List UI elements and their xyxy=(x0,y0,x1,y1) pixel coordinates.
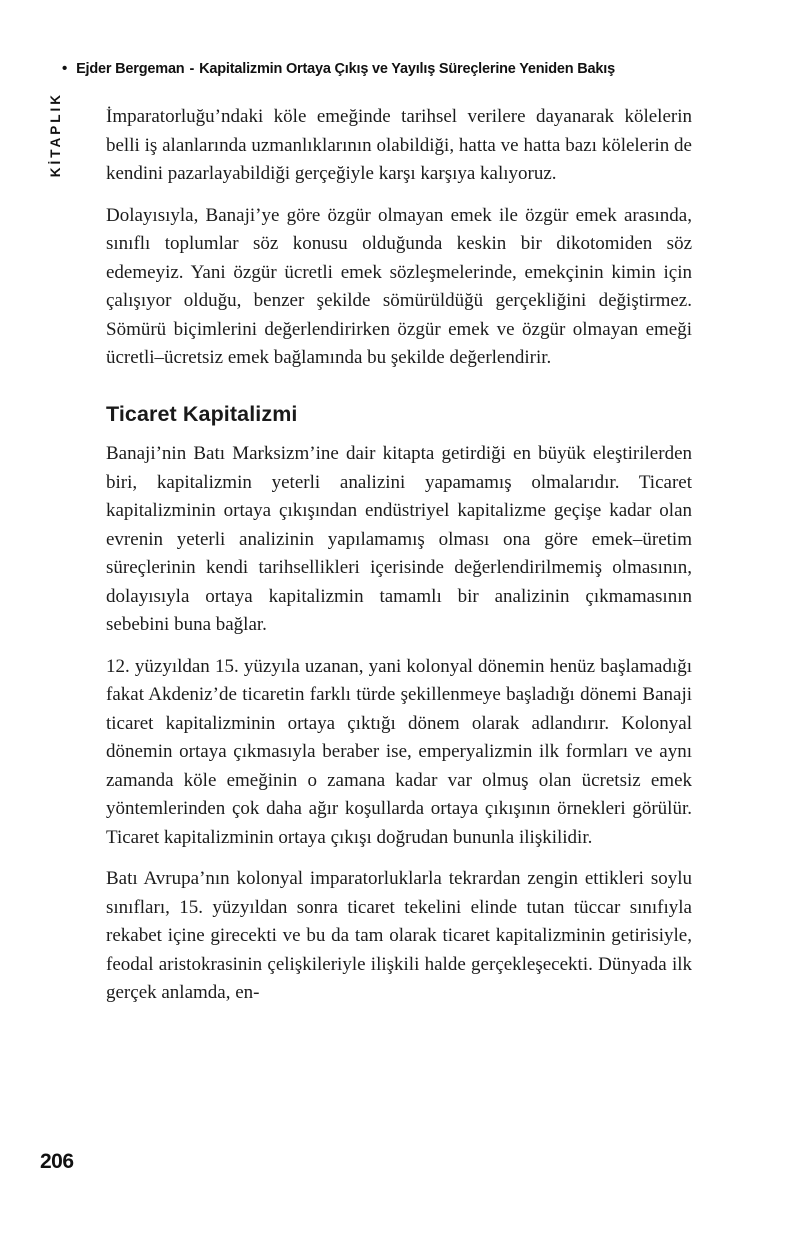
page-body xyxy=(106,103,692,1021)
paragraph-5: Batı Avrupa’nın kolonyal imparatorluklarla tekrardan zengin ettikleri soylu sınıfları, 15. yüzyıldan sonra ticaret tekelini elinde tutan tüccar sınıfıyla rekabet içine girecekti ve bu da tam olarak ticaret kapitalizminin getirisiyle, feodal aristokrasinin çelişkileriyle ilişkili halde gerçekleşecekti. Dünyada ilk gerçek anlamda, en- xyxy=(106,868,692,1003)
paragraph-4: 12. yüzyıldan 15. yüzyıla uzanan, yani kolonyal dönemin henüz başlamadığı fakat Akdeniz’de ticaretin farklı türde şekillenmeye başladığı dönemi Banaji ticaret kapitalizminin ortaya çıktığı dönem olarak adlandırır. Kolonyal dönemin ortaya çıkmasıyla beraber ise, emperyalizmin ilk formları ve aynı zamanda köle emeğinin o zamana kadar var olmuş olan ücretsiz emek yöntemlerinden çok daha ağır koşullarda ortaya çıkışının örnekleri görülür. Ticaret kapitalizminin ortaya çıkışı doğrudan bununla ilişkilidir. xyxy=(106,655,692,848)
paragraph-1: İmparatorluğu’ndaki köle emeğinde tarihsel verilere dayanarak kölelerin belli iş alanlarında uzmanlıklarının olabildiği, hatta ve hatta bazı kölelerin de kendini pazarlayabildiği gerçeğiyle karşı karşıya kalıyoruz. xyxy=(106,106,692,184)
header-author: Ejder Bergeman xyxy=(76,61,185,77)
header-separator: - xyxy=(189,61,195,77)
sidebar-category-label: KİTAPLIK xyxy=(48,92,63,178)
paragraph-2: Dolayısıyla, Banaji’ye göre özgür olmayan emek ile özgür emek arasında, sınıflı toplumlar söz konusu olduğunda keskin bir dikotomiden söz edemeyiz. Yani özgür ücretli emek sözleşmelerinde, emekçinin kimin için çalışıyor olduğu, benzer şekilde sömürüldüğü gerçekliğini değiştirmez. Sömürü biçimlerini değerlendirirken özgür emek ve özgür olmayan emeği ücretli–ücretsiz emek bağlamında bu şekilde değerlendirir. xyxy=(106,204,692,368)
paragraph-3: Banaji’nin Batı Marksizm’ine dair kitapta getirdiği en büyük eleştirilerden biri, kapitalizmin yeterli analizini yapamamış olmalarıdır. Ticaret kapitalizminin ortaya çıkışından endüstriyel kapitalizme geçişe kadar olan evrenin yeterli analizinin yapılamamış olması ona göre emek–üretim süreçlerinin kendi tarihsellikleri içerisinde değerlendirilmemiş olmasının, dolayısıyla ortaya kapitalizmin tamamlı bir analizinin çıkmamasının sebebini buna bağlar. xyxy=(106,443,692,635)
header-title: Kapitalizmin Ortaya Çıkış ve Yayılış Süreçlerine Yeniden Bakış xyxy=(199,61,615,77)
section-heading: Ticaret Kapitalizmi xyxy=(106,401,298,426)
running-header xyxy=(62,60,738,77)
bullet-icon: • xyxy=(62,60,68,77)
page-number: 206 xyxy=(40,1150,74,1173)
